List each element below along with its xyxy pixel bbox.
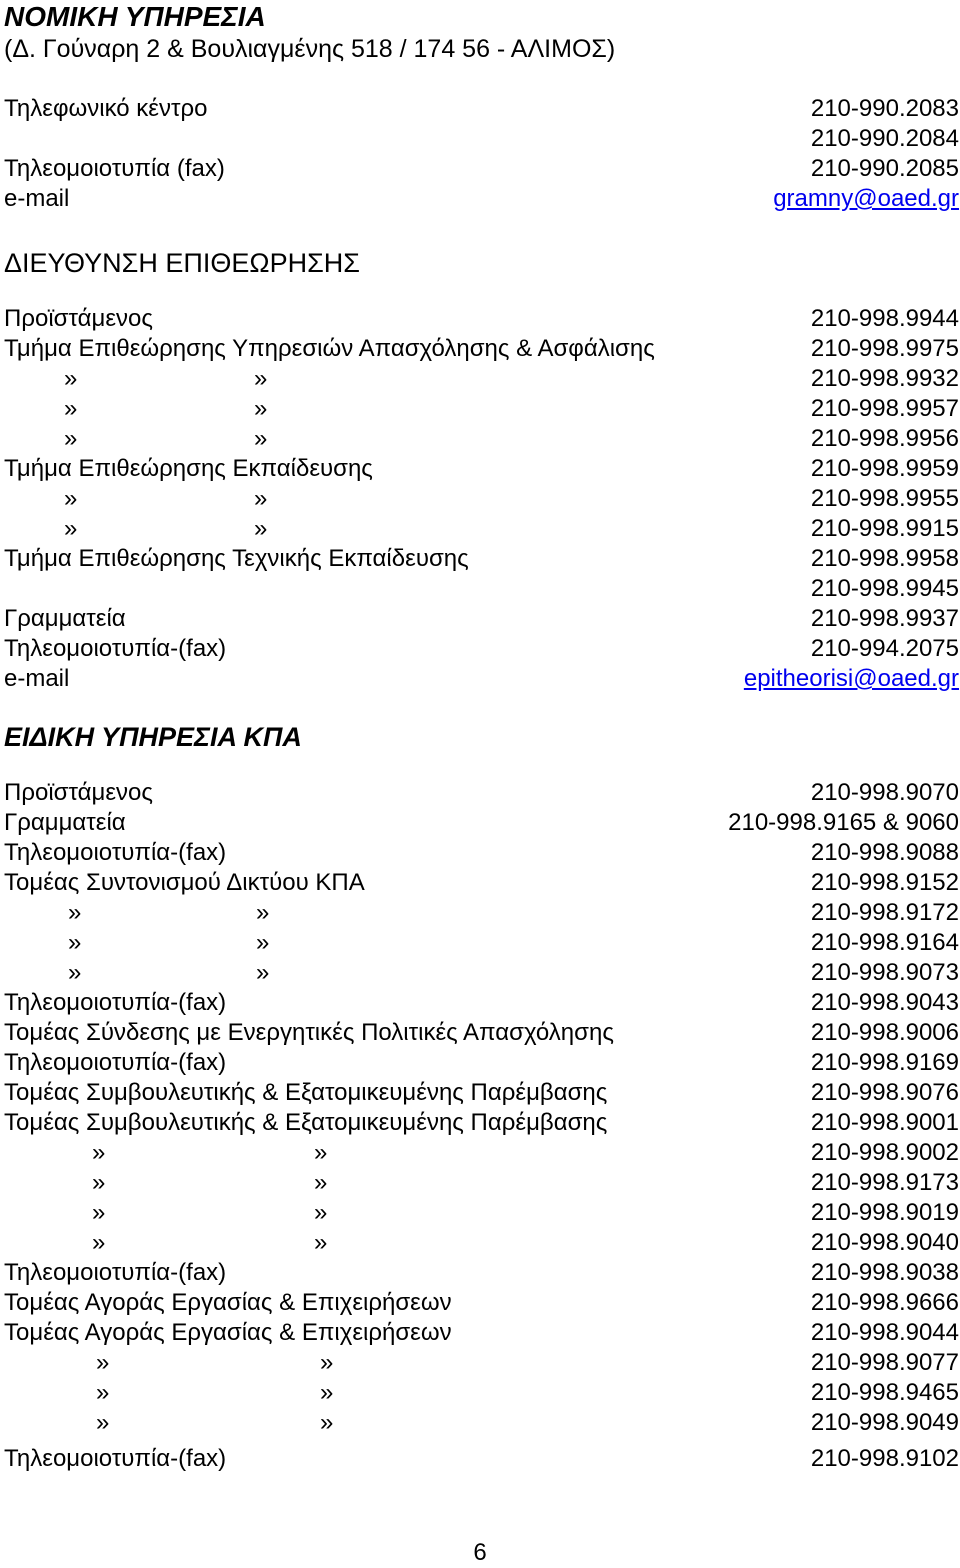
phone-number: 210-990.2084	[810, 125, 959, 152]
phone-number: 210-998.9044	[810, 1319, 959, 1346]
phone-number: 210-998.9165 & 9060	[728, 809, 959, 836]
contact-label: Γραμματεία	[4, 809, 126, 836]
contact-label: Τηλεομοιοτυπία-(fax)	[4, 989, 227, 1016]
phone-number: 210-998.9040	[810, 1229, 959, 1256]
phone-number: 210-998.9164	[810, 929, 959, 956]
phone-number: 210-998.9465	[810, 1379, 959, 1406]
section-title-kpa: ΕΙΔΙΚΗ ΥΠΗΡΕΣΙΑ ΚΠΑ	[4, 722, 302, 752]
phone-number: 210-998.9958	[810, 545, 959, 572]
contact-label: Τηλεομοιοτυπία-(fax)	[4, 1445, 227, 1472]
ditto-mark: »	[92, 1199, 106, 1226]
contact-label: e-mail	[4, 185, 70, 212]
contact-row	[4, 154, 959, 184]
phone-number: 210-998.9944	[810, 305, 959, 332]
page-number: 6	[473, 1539, 487, 1566]
contact-row	[4, 1348, 959, 1378]
contact-label: Προϊστάμενος	[4, 305, 153, 332]
ditto-mark: »	[92, 1139, 106, 1166]
contact-row	[4, 808, 959, 838]
contact-row	[4, 634, 959, 664]
contact-row	[4, 304, 959, 334]
contact-label: Τομέας Αγοράς Εργασίας & Επιχειρήσεων	[4, 1289, 452, 1316]
ditto-mark: »	[96, 1349, 110, 1376]
contact-row	[4, 574, 959, 604]
contact-row	[4, 544, 959, 574]
ditto-mark: »	[314, 1169, 328, 1196]
contact-row	[4, 514, 959, 544]
ditto-mark: »	[320, 1409, 334, 1436]
phone-number: 210-998.9937	[810, 605, 959, 632]
ditto-mark: »	[96, 1379, 110, 1406]
ditto-mark: »	[64, 365, 78, 392]
contact-label: Τομέας Συμβουλευτικής & Εξατομικευμένης Παρέμβασης	[4, 1079, 608, 1106]
contact-label: Τηλεομοιοτυπία-(fax)	[4, 1259, 227, 1286]
contact-row	[4, 1168, 959, 1198]
phone-number: 210-998.9915	[810, 515, 959, 542]
contact-row	[4, 94, 959, 124]
ditto-mark: »	[254, 425, 268, 452]
contact-row	[4, 424, 959, 454]
phone-number: 210-998.9002	[810, 1139, 959, 1166]
ditto-mark: »	[314, 1229, 328, 1256]
phone-number: 210-998.9001	[810, 1109, 959, 1136]
contact-label: Τηλεομοιοτυπία-(fax)	[4, 839, 227, 866]
ditto-mark: »	[254, 485, 268, 512]
phone-number: 210-998.9173	[810, 1169, 959, 1196]
phone-number: 210-998.9073	[810, 959, 959, 986]
contact-row	[4, 124, 959, 154]
phone-number: 210-998.9019	[810, 1199, 959, 1226]
contact-row	[4, 838, 959, 868]
contact-row	[4, 1378, 959, 1408]
phone-number: 210-998.9169	[810, 1049, 959, 1076]
ditto-mark: »	[68, 959, 82, 986]
ditto-mark: »	[256, 929, 270, 956]
contact-row	[4, 1018, 959, 1048]
phone-number: 210-998.9957	[810, 395, 959, 422]
phone-number: 210-998.9975	[810, 335, 959, 362]
ditto-mark: »	[256, 959, 270, 986]
contact-row	[4, 1408, 959, 1438]
contact-row	[4, 1138, 959, 1168]
ditto-mark: »	[320, 1349, 334, 1376]
ditto-mark: »	[92, 1229, 106, 1256]
phone-number: 210-998.9666	[810, 1289, 959, 1316]
ditto-mark: »	[96, 1409, 110, 1436]
phone-number: 210-998.9049	[810, 1409, 959, 1436]
ditto-mark: »	[254, 395, 268, 422]
contact-row	[4, 1318, 959, 1348]
ditto-mark: »	[64, 425, 78, 452]
contact-row	[4, 1444, 959, 1474]
phone-number: 210-998.9955	[810, 485, 959, 512]
contact-row	[4, 988, 959, 1018]
phone-number: 210-998.9077	[810, 1349, 959, 1376]
phone-number: 210-998.9102	[810, 1445, 959, 1472]
contact-row	[4, 484, 959, 514]
contact-label: Τηλεομοιοτυπία (fax)	[4, 155, 225, 182]
ditto-mark: »	[314, 1199, 328, 1226]
ditto-mark: »	[68, 929, 82, 956]
ditto-mark: »	[92, 1169, 106, 1196]
contact-label: e-mail	[4, 665, 70, 692]
address-line: (Δ. Γούναρη 2 & Βουλιαγμένης 518 / 174 56 - ΑΛΙΜΟΣ)	[4, 35, 616, 63]
contact-label: Προϊστάμενος	[4, 779, 153, 806]
ditto-mark: »	[314, 1139, 328, 1166]
ditto-mark: »	[64, 515, 78, 542]
phone-number: 210-998.9006	[810, 1019, 959, 1046]
section-title-inspection: ΔΙΕΥΘΥΝΣΗ ΕΠΙΘΕΩΡΗΣΗΣ	[4, 248, 360, 278]
ditto-mark: »	[68, 899, 82, 926]
contact-row	[4, 394, 959, 424]
contact-row	[4, 898, 959, 928]
contact-label: Τομέας Συντονισμού Δικτύου ΚΠΑ	[4, 869, 365, 896]
ditto-mark: »	[256, 899, 270, 926]
phone-number: 210-998.9932	[810, 365, 959, 392]
phone-number: 210-998.9088	[810, 839, 959, 866]
contact-label: Τομέας Αγοράς Εργασίας & Επιχειρήσεων	[4, 1319, 452, 1346]
contact-label: Γραμματεία	[4, 605, 126, 632]
ditto-mark: »	[320, 1379, 334, 1406]
contact-row	[4, 184, 959, 214]
contact-label: Τμήμα Επιθεώρησης Εκπαίδευσης	[4, 455, 373, 482]
contact-label: Τομέας Σύνδεσης με Ενεργητικές Πολιτικές Απασχόλησης	[4, 1019, 614, 1046]
contact-label: Τηλεομοιοτυπία-(fax)	[4, 1049, 227, 1076]
phone-number: 210-994.2075	[810, 635, 959, 662]
contact-row	[4, 454, 959, 484]
contact-row	[4, 1258, 959, 1288]
phone-number: 210-998.9959	[810, 455, 959, 482]
email-link[interactable]: gramny@oaed.gr	[773, 185, 959, 212]
email-link[interactable]: epitheorisi@oaed.gr	[743, 665, 959, 692]
contact-row	[4, 334, 959, 364]
contact-row	[4, 664, 959, 694]
ditto-mark: »	[254, 365, 268, 392]
phone-number: 210-990.2083	[810, 95, 959, 122]
ditto-mark: »	[254, 515, 268, 542]
phone-number: 210-998.9945	[810, 575, 959, 602]
contact-row	[4, 1228, 959, 1258]
contact-row	[4, 778, 959, 808]
contact-label: Τηλεομοιοτυπία-(fax)	[4, 635, 227, 662]
phone-number: 210-998.9038	[810, 1259, 959, 1286]
ditto-mark: »	[64, 395, 78, 422]
phone-number: 210-990.2085	[810, 155, 959, 182]
contact-row	[4, 1288, 959, 1318]
contact-row	[4, 928, 959, 958]
contact-row	[4, 364, 959, 394]
contact-row	[4, 1078, 959, 1108]
phone-number: 210-998.9152	[810, 869, 959, 896]
contact-label: Τμήμα Επιθεώρησης Τεχνικής Εκπαίδευσης	[4, 545, 469, 572]
contact-row	[4, 868, 959, 898]
contact-label: Τμήμα Επιθεώρησης Υπηρεσιών Απασχόλησης & Ασφάλισης	[4, 335, 655, 362]
contact-row	[4, 604, 959, 634]
phone-number: 210-998.9076	[810, 1079, 959, 1106]
contact-row	[4, 1048, 959, 1078]
phone-number: 210-998.9956	[810, 425, 959, 452]
contact-row	[4, 1108, 959, 1138]
page-title: ΝΟΜΙΚΗ ΥΠΗΡΕΣΙΑ	[4, 1, 266, 32]
contact-row	[4, 1198, 959, 1228]
phone-number: 210-998.9172	[810, 899, 959, 926]
contact-label: Τομέας Συμβουλευτικής & Εξατομικευμένης Παρέμβασης	[4, 1109, 608, 1136]
contact-label: Τηλεφωνικό κέντρο	[4, 95, 208, 122]
phone-number: 210-998.9070	[810, 779, 959, 806]
ditto-mark: »	[64, 485, 78, 512]
contact-row	[4, 958, 959, 988]
phone-number: 210-998.9043	[810, 989, 959, 1016]
